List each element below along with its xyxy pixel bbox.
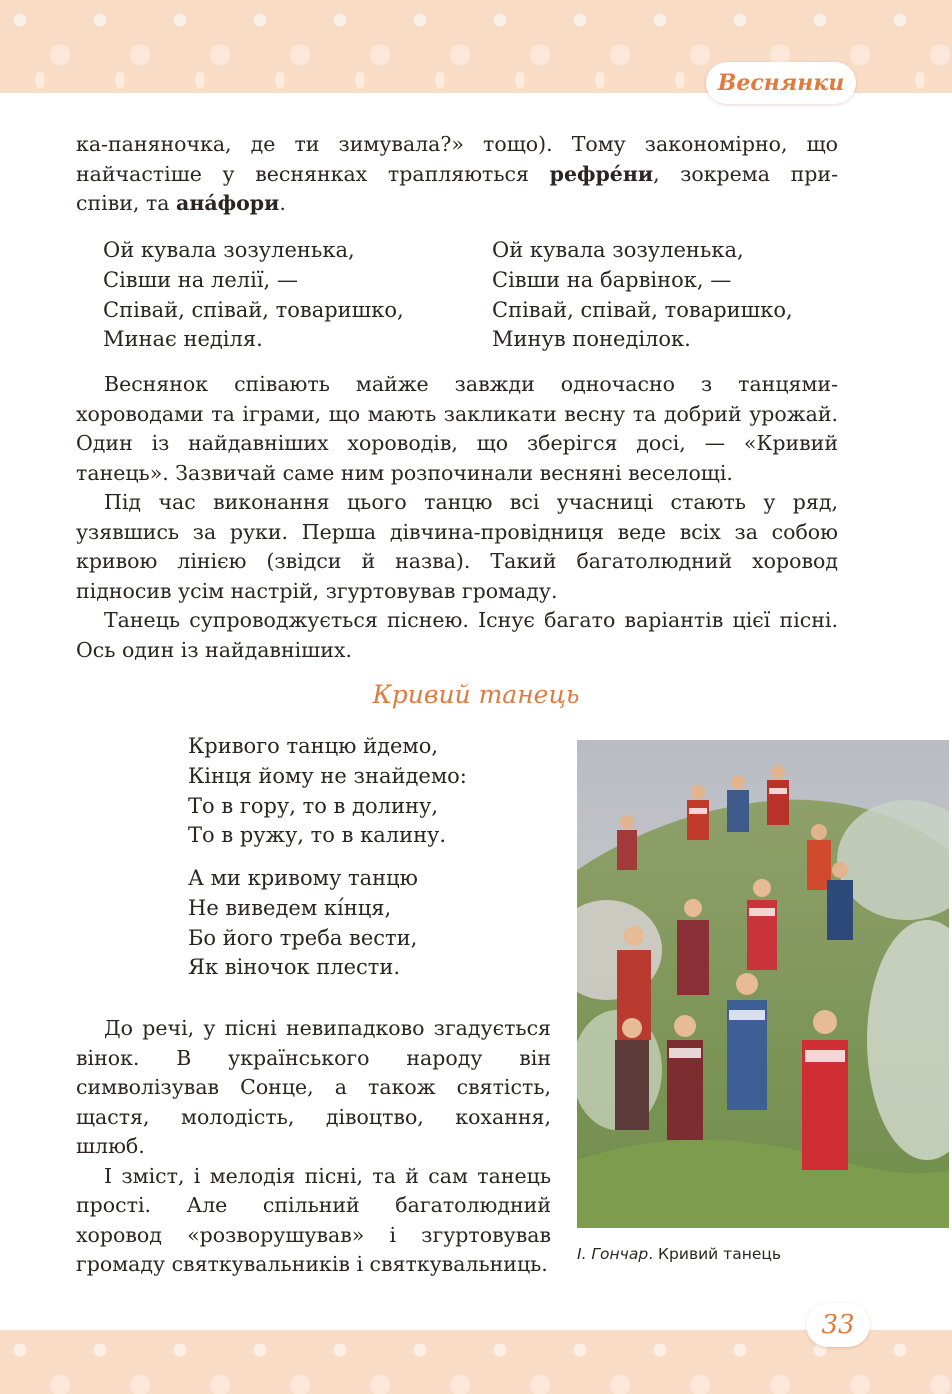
verse-line: Співай, співай, товаришко, [103,297,404,322]
section-title: Веснянки [717,70,845,96]
song-line: То в ружу, то в калину. [188,823,447,848]
page-number-badge [806,1303,870,1347]
bottom-decorative-band [0,1330,952,1394]
term-anaphora: ана́фори [176,191,280,215]
closing-paragraphs [76,1014,551,1280]
verse-example-right [492,236,793,355]
term-refrains: рефре́ни [549,161,654,186]
intro-paragraph [76,130,838,219]
song-line: Кінця йому не знайдемо: [188,763,467,788]
song-line: А ми кривому танцю [188,866,418,890]
paragraph: Танець супроводжується піснею. Існує багато варіантів цієї пісні. Ось один із найдавніших. [76,608,838,662]
intro-line-3-start: співи, та [76,191,177,215]
paragraph: До речі, у пісні невипадково згадується вінок. В українського народу він символізував Сонце, а також святість, щастя, молодість, дівоцтво, кохання, шлюб. [76,1016,551,1158]
intro-line-2-end: , зокрема при- [653,161,838,186]
verse-line: Ой кувала зозуленька, [103,238,355,262]
song-title: Кривий танець [372,680,580,709]
paragraph: І зміст, і мелодія пісні, та й сам танець прості. Але спільний багатолюдний хоровод «розворушував» і згуртовував громаду святкувальників і святкувальниць. [76,1163,551,1276]
painting-caption [577,1245,949,1263]
paragraph: Під час виконання цього танцю всі учасниці стають у ряд, узявшись за руки. Перша дівчина-провідниця веде всіх за собою кривою лінією (звідси й назва). Такий багатолюдний хоровод підносив усім настрій, згуртовував громаду. [76,490,838,603]
page-number: 33 [821,1310,855,1340]
song-line: То в гору, то в долину, [188,793,438,818]
song-line: Як віночок плести. [188,955,401,980]
song-stanza-2 [188,864,418,983]
intro-line-2 [76,160,838,190]
song-stanza-1 [188,732,467,851]
song-line: Бо його треба вести, [188,925,418,950]
verse-line: Ой кувала зозуленька, [492,238,744,262]
intro-line-3 [76,189,838,219]
verse-line: Минає неділя. [103,327,263,352]
body-paragraphs [76,370,838,665]
section-tab [706,62,856,104]
caption-title: . Кривий танець [648,1245,782,1263]
intro-line-3-end: . [279,191,286,215]
painting-kryvyi-tanets [577,740,949,1228]
caption-author: І. Гончар [577,1245,649,1263]
verse-example-left [103,236,404,355]
intro-line-1: ка-паняночка, де ти зимувала?» тощо). Тому закономірно, що [76,132,838,156]
verse-line: Сівши на барвінок, — [492,267,732,292]
paragraph: Веснянок співають майже завжди одночасно з танцями-хороводами та іграми, що мають закликати весну та добрий урожай. Один із найдавніших хороводів, що зберігся досі, — «Кривий танець». Зазвичай саме ним розпочинали весняні веселощі. [76,372,838,485]
song-line: Не виведем кі́нця, [188,895,392,920]
verse-line: Сівши на лелії, — [103,267,298,292]
intro-line-2-start: найчастіше у веснянках трапляються [76,161,550,186]
verse-line: Співай, співай, товаришко, [492,297,793,322]
verse-line: Минув понеділок. [492,327,691,352]
song-line: Кривого танцю йдемо, [188,734,439,758]
